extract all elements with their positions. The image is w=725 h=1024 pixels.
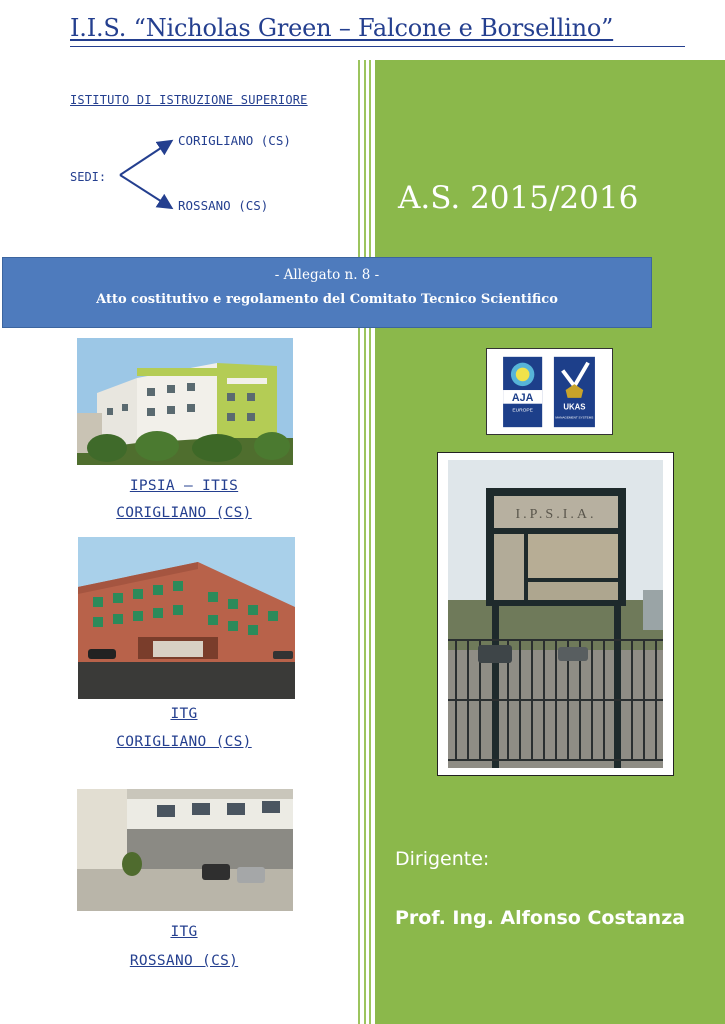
attachment-number: - Allegato n. 8 - xyxy=(274,267,380,283)
sede-rossano: ROSSANO (CS) xyxy=(178,198,269,213)
school-2-location: CORIGLIANO (CS) xyxy=(116,734,252,750)
ipsia-building-photo xyxy=(77,338,293,465)
director-label: Dirigente: xyxy=(395,848,490,870)
divider-line xyxy=(358,60,360,1024)
school-3-location: ROSSANO (CS) xyxy=(129,953,239,969)
ipsia-sign-photo xyxy=(437,452,674,776)
sedi-label: SEDI: xyxy=(70,170,107,184)
document-title: I.I.S. “Nicholas Green – Falcone e Borsellino” xyxy=(70,14,614,42)
title-rule xyxy=(70,46,685,47)
school-year: A.S. 2015/2016 xyxy=(398,180,639,216)
ukas-logo-subtext: MANAGEMENT SYSTEMS xyxy=(555,415,594,420)
school-type: ISTITUTO DI ISTRUZIONE SUPERIORE xyxy=(70,93,308,107)
attachment-subject: Atto costitutivo e regolamento del Comitato Tecnico Scientifico xyxy=(96,292,558,307)
certification-logos xyxy=(486,348,613,435)
sede-corigliano: CORIGLIANO (CS) xyxy=(178,133,291,148)
aja-logo-subtext: EUROPE xyxy=(512,408,533,414)
school-1-name: IPSIA – ITIS xyxy=(129,478,239,494)
sign-text: I.P.S.I.A. xyxy=(515,507,597,522)
attachment-banner xyxy=(2,257,652,328)
itg-rossano-photo xyxy=(77,789,293,911)
divider-line xyxy=(364,60,366,1024)
ukas-logo-text: UKAS xyxy=(563,402,586,412)
school-2-name: ITG xyxy=(170,706,198,722)
school-1-location: CORIGLIANO (CS) xyxy=(116,505,252,521)
branch-arrows-icon xyxy=(115,130,185,220)
director-name: Prof. Ing. Alfonso Costanza xyxy=(395,907,686,929)
itg-corigliano-photo xyxy=(78,537,295,699)
aja-logo-text: AJA xyxy=(511,391,534,404)
school-3-name: ITG xyxy=(170,924,198,940)
divider-line xyxy=(369,60,371,1024)
